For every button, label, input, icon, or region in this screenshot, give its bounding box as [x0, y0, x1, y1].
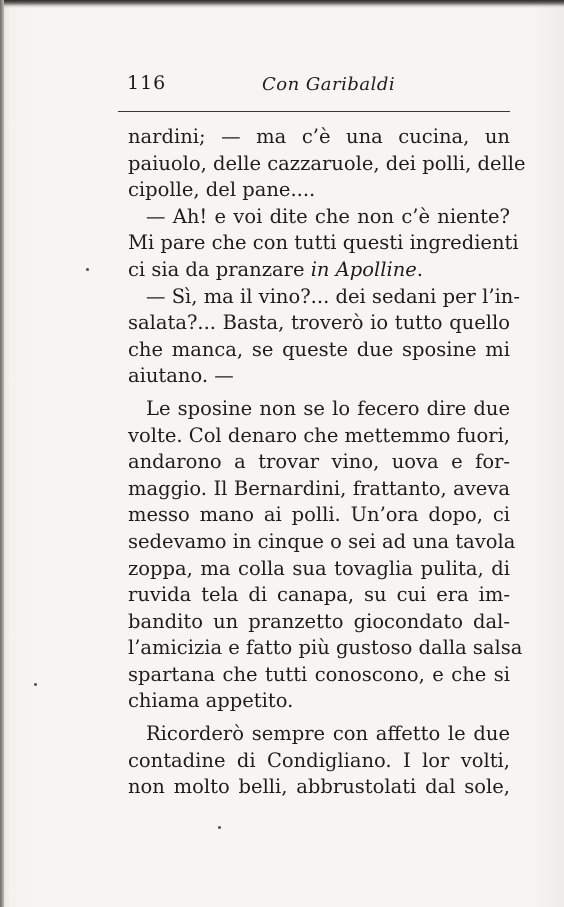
text-line: ci sia da pranzare in Apolline.	[128, 257, 423, 281]
ink-speck	[86, 268, 89, 271]
page-top-shadow	[0, 0, 564, 8]
italic-phrase: in Apolline	[310, 257, 417, 281]
text-line: bandito un pranzetto giocondato dal-	[128, 609, 510, 633]
text-line: che manca, se queste due sposine mi	[128, 337, 510, 361]
text-line: spartana che tutti conoscono, e che si	[128, 662, 510, 686]
ink-speck	[218, 826, 221, 829]
text-line: — Sì, ma il vino?... dei sedani per l’in-	[146, 284, 520, 308]
body-text	[128, 124, 526, 801]
text-line: zoppa, ma colla sua tovaglia pulita, di	[128, 556, 510, 580]
text-line: nardini; — ma c’è una cucina, un	[128, 125, 510, 148]
text-line: chiama appetito.	[128, 689, 294, 713]
text-line: cipolle, del pane....	[128, 178, 316, 202]
running-head: Con Garibaldi	[262, 74, 396, 95]
text-line: andarono a trovar vino, uova e for-	[128, 450, 510, 474]
text-line: maggio. Il Bernardini, frattanto, aveva	[128, 476, 510, 500]
paragraph	[128, 396, 523, 715]
page-header	[127, 72, 510, 102]
text-line: contadine di Condigliano. I lor volti,	[128, 748, 510, 772]
text-line: volte. Col denaro che mettemmo fuori,	[128, 423, 510, 447]
text-line: non molto belli, abbrustolati dal sole,	[128, 775, 510, 799]
text-line: aiutano. —	[128, 364, 234, 388]
page-number: 116	[127, 72, 167, 94]
text-line: Ricorderò sempre con affetto le due	[146, 722, 510, 746]
text-line: ruvida tela di canapa, su cui era im-	[128, 583, 510, 607]
paragraph	[128, 284, 520, 390]
paragraph	[128, 124, 526, 204]
text-line: Mi pare che con tutti questi ingredienti	[128, 231, 519, 255]
ink-speck	[34, 683, 37, 686]
text-line: l’amicizia e fatto più gustoso dalla salsa	[128, 636, 523, 660]
text-line: paiuolo, delle cazzaruole, dei polli, delle	[128, 151, 526, 175]
text-line: — Ah! e voi dite che non c’è niente?	[146, 204, 510, 228]
header-rule	[118, 111, 510, 112]
page-binding-edge	[0, 0, 4, 907]
text-line: Le sposine non se lo fecero dire due	[146, 396, 510, 420]
paragraph	[128, 721, 510, 801]
paragraph	[128, 204, 519, 284]
text-line: salata?... Basta, troverò io tutto quello	[128, 311, 510, 335]
text-line: sedevamo in cinque o sei ad una tavola	[128, 529, 516, 553]
text-line: messo mano ai polli. Un’ora dopo, ci	[128, 503, 510, 527]
